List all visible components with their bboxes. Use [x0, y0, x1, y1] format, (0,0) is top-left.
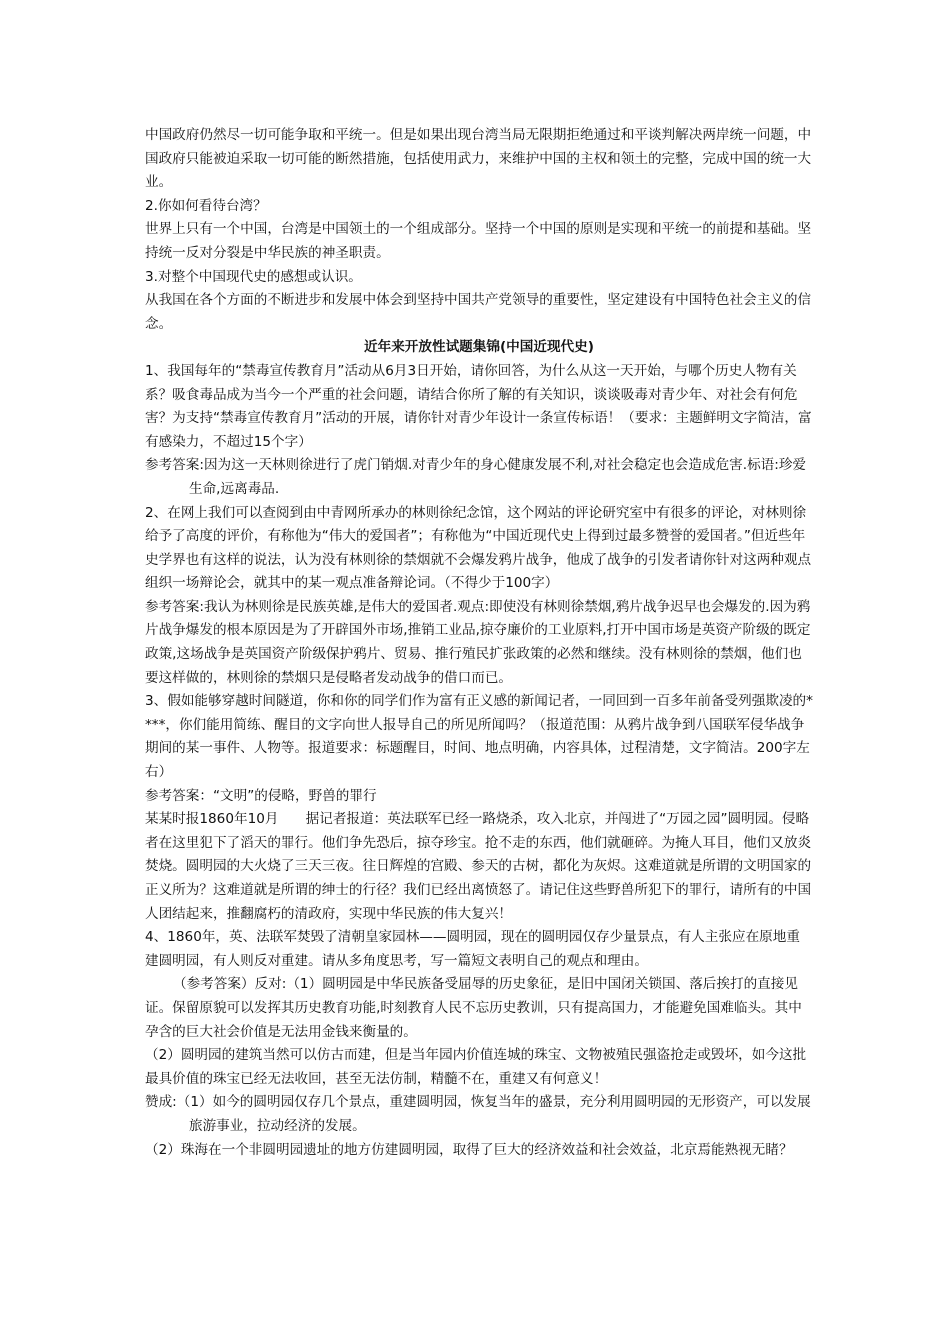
question-modern-history: 3.对整个中国现代史的感想或认识。 [145, 268, 362, 285]
question-2: 2、在网上我们可以查阅到由中青网所承办的林则徐纪念馆，这个网站的评论研究室中有很多的评论，对林则徐给予了高度的评价，有称他为“伟大的爱国者”；有称他为“中国近现代史上得到过最多赞誉的爱国者。”但近些年史学界也有这样的说法，认为没有林则徐的禁烟就不会爆发鸦片战争，他成了战争的引发者请你针对这两种观点组织一场辩论会，就其中的某一观点准备辩论词。（不得少于100字） [145, 504, 812, 592]
answer-4-oppose-1: （参考答案）反对:（1）圆明园是中华民族备受屈辱的历史象征，是旧中国闭关锁国、落后挨打的直接见证。保留原貌可以发挥其历史教育功能,时刻教育人民不忘历史教训，只有提高国力，才能避免国难临头。其中孕含的巨大社会价值是无法用金钱来衡量的。 [145, 976, 802, 1040]
answer-4-oppose-2: （2）圆明园的建筑当然可以仿古而建，但是当年园内价值连城的珠宝、文物被殖民强盗抢走或毁坏，如今这批最具价值的珠宝已经无法收回，甚至无法仿制，精髓不在，重建又有何意义！ [145, 1047, 807, 1087]
answer-3-heading: 参考答案：“文明”的侵略，野兽的罪行 [145, 787, 377, 804]
answer-4-support-1: 赞成:（1）如今的圆明园仅存几个景点，重建圆明园，恢复当年的盛景，充分利用圆明园的无形资产，可以发展旅游事业，拉动经济的发展。 [145, 1094, 811, 1134]
paragraph-taiwan-policy: 中国政府仍然尽一切可能争取和平统一。但是如果出现台湾当局无限期拒绝通过和平谈判解决两岸统一问题，中国政府只能被迫采取一切可能的断然措施，包括使用武力，来维护中国的主权和领土的完整，完成中国的统一大业。 [145, 127, 812, 191]
answer-taiwan-view: 世界上只有一个中国，台湾是中国领土的一个组成部分。坚持一个中国的原则是实现和平统一的前提和基础。坚持统一反对分裂是中华民族的神圣职责。 [145, 221, 812, 261]
answer-4-support-2: （2）珠海在一个非圆明园遗址的地方仿建圆明园，取得了巨大的经济效益和社会效益，北京焉能熟视无睹？ [145, 1141, 793, 1158]
answer-modern-history: 从我国在各个方面的不断进步和发展中体会到坚持中国共产党领导的重要性，坚定建设有中国特色社会主义的信念。 [145, 292, 812, 332]
question-1: 1、我国每年的“禁毒宣传教育月”活动从6月3日开始，请你回答，为什么从这一天开始，与哪个历史人物有关系？吸食毒品成为当今一个严重的社会问题，请结合你所了解的有关知识，谈谈吸毒对青少年、对社会有何危害？为支持“禁毒宣传教育月”活动的开展，请你针对青少年设计一条宣传标语！（要求：主题鲜明文字简洁，富有感染力，不超过15个字） [145, 362, 812, 450]
question-taiwan-view: 2.你如何看待台湾？ [145, 197, 267, 214]
answer-3-report: 某某时报1860年10月 据记者报道：英法联军已经一路烧杀，攻入北京，并闯进了“万园之园”圆明园。侵略者在这里犯下了滔天的罪行。他们争先恐后，掠夺珍宝。抢不走的东西，他们就砸碎。为掩人耳目，他们又放炎焚烧。圆明园的大火烧了三天三夜。往日辉煌的宫殿、参天的古树，都化为灰烬。这难道就是所谓的文明国家的正义所为？这难道就是所谓的绅士的行径？我们已经出离愤怒了。请记住这些野兽所犯下的罪行，请所有的中国人团结起来，推翻腐朽的清政府，实现中华民族的伟大复兴！ [145, 811, 812, 922]
question-3: 3、假如能够穿越时间隧道，你和你的同学们作为富有正义感的新闻记者，一同回到一百多年前备受列强欺凌的****，你们能用简练、醒目的文字向世人报导自己的所见所闻吗？（报道范围：从鸦片战争到八国联军侵华战争期间的某一事件、人物等。报道要求：标题醒目，时间、地点明确，内容具体，过程清楚，文字简洁。200字左右） [145, 693, 813, 781]
answer-1: 参考答案:因为这一天林则徐进行了虎门销烟.对青少年的身心健康发展不利,对社会稳定也会造成危害.标语:珍爱生命,远离毒品. [145, 457, 807, 497]
question-4: 4、1860年，英、法联军焚毁了清朝皇家园林——圆明园，现在的圆明园仅存少量景点，有人主张应在原地重建圆明园，有人则反对重建。请从多角度思考，写一篇短文表明自己的观点和理由。 [145, 929, 800, 969]
section-title: 近年来开放性试题集锦(中国近现代史) [364, 339, 594, 356]
answer-2: 参考答案:我认为林则徐是民族英雄,是伟大的爱国者.观点:即使没有林则徐禁烟,鸦片战争迟早也会爆发的.因为鸦片战争爆发的根本原因是为了开辟国外市场,推销工业品,掠夺廉价的工业原料,打开中国市场是英资产阶级的既定政策,这场战争是英国资产阶级保护鸦片、贸易、推行殖民扩张政策的必然和继续。没有林则徐的禁烟，他们也要这样做的，林则徐的禁烟只是侵略者发动战争的借口而已。 [145, 598, 811, 686]
document-body [145, 124, 813, 1162]
